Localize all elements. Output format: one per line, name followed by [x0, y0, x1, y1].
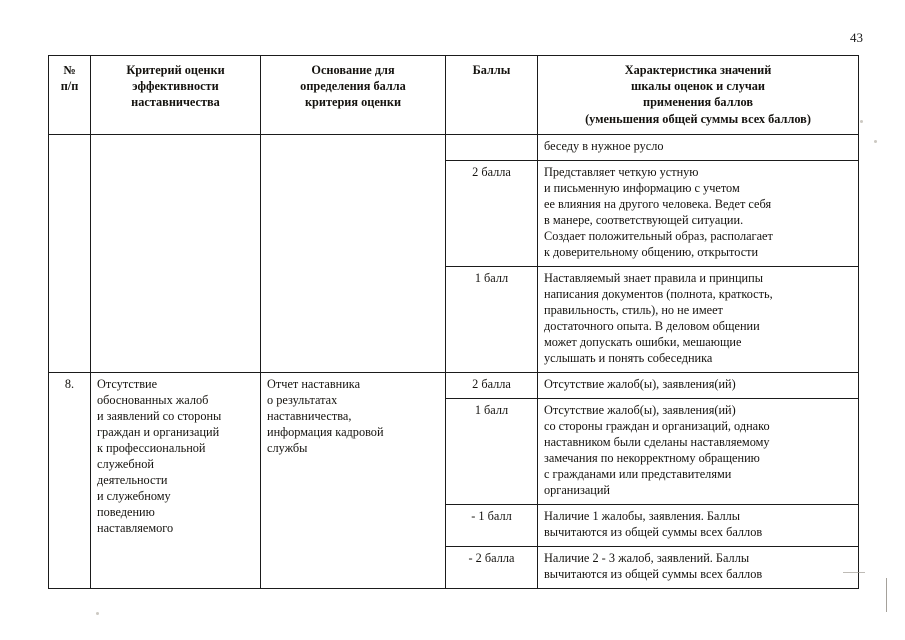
criterion-cell: [91, 134, 261, 372]
column-header-criterion-line1: Критерий оценки: [126, 63, 225, 77]
score-cell: 2 балла: [446, 160, 538, 266]
row-number-cell: [49, 134, 91, 372]
table-body: [49, 134, 859, 588]
row-number-cell: 8.: [49, 372, 91, 588]
column-header-scores-label: Баллы: [472, 63, 511, 77]
column-header-description-line1: Характеристика значений: [624, 63, 772, 77]
column-header-description-line2: шкалы оценок и случаи: [630, 79, 766, 94]
column-header-description-line4: (уменьшения общей суммы всех баллов): [585, 111, 811, 126]
description-cell: Отсутствие жалоб(ы), заявления(ий): [538, 372, 859, 398]
description-cell: Наличие 2 - 3 жалоб, заявлений. Баллы вычитаются из общей суммы всех баллов: [538, 546, 859, 588]
column-header-basis-line2: определения балла: [300, 79, 406, 94]
column-header-scores: [446, 56, 538, 135]
score-cell: [446, 134, 538, 160]
basis-cell: [261, 134, 446, 372]
column-header-description: [538, 56, 859, 135]
column-header-number-line2: п/п: [60, 79, 79, 94]
score-cell: - 1 балл: [446, 504, 538, 546]
column-header-number-line1: №: [63, 63, 76, 77]
column-header-basis-line3: критерия оценки: [304, 95, 402, 110]
description-cell: беседу в нужное русло: [538, 134, 859, 160]
scan-artifact-dash: [843, 572, 865, 573]
evaluation-criteria-table: [48, 55, 859, 589]
description-cell: Представляет четкую устную и письменную информацию с учетом ее влияния на другого человека. Ведет себя в манере, соответствующей ситуации. Создает положительный образ, располагает к доверительному общению, открытости: [538, 160, 859, 266]
score-cell: 1 балл: [446, 398, 538, 504]
description-cell: Отсутствие жалоб(ы), заявления(ий) со стороны граждан и организаций, однако наставником были сделаны наставляемому замечания по некорректному обращению с гражданами или представителями организаций: [538, 398, 859, 504]
table-row: [49, 134, 859, 160]
scan-artifact-dot: [874, 140, 877, 143]
table-header-row: [49, 56, 859, 135]
description-cell: Наставляемый знает правила и принципы написания документов (полнота, краткость, правильность, стиль), но не имеет достаточного опыта. В деловом общении может допускать ошибки, мешающие услышать и понять собеседника: [538, 266, 859, 372]
scan-artifact-dot: [96, 612, 99, 615]
column-header-number: [49, 56, 91, 135]
scan-artifact-dot: [860, 120, 863, 123]
table-row: [49, 372, 859, 398]
basis-cell: Отчет наставника о результатах наставничества, информация кадровой службы: [261, 372, 446, 588]
score-cell: 2 балла: [446, 372, 538, 398]
column-header-basis-line1: Основание для: [311, 63, 395, 77]
column-header-criterion-line3: наставничества: [131, 95, 220, 110]
criterion-cell: Отсутствие обоснованных жалоб и заявлений со стороны граждан и организаций к профессиональной служебной деятельности и служебному поведению наставляемого: [91, 372, 261, 588]
score-cell: 1 балл: [446, 266, 538, 372]
description-cell: Наличие 1 жалобы, заявления. Баллы вычитаются из общей суммы всех баллов: [538, 504, 859, 546]
scan-artifact-line: [886, 578, 887, 612]
column-header-criterion-line2: эффективности: [132, 79, 219, 94]
column-header-description-line3: применения баллов: [643, 95, 753, 110]
page-number: 43: [850, 30, 863, 45]
score-cell: - 2 балла: [446, 546, 538, 588]
column-header-criterion: [91, 56, 261, 135]
column-header-basis: [261, 56, 446, 135]
